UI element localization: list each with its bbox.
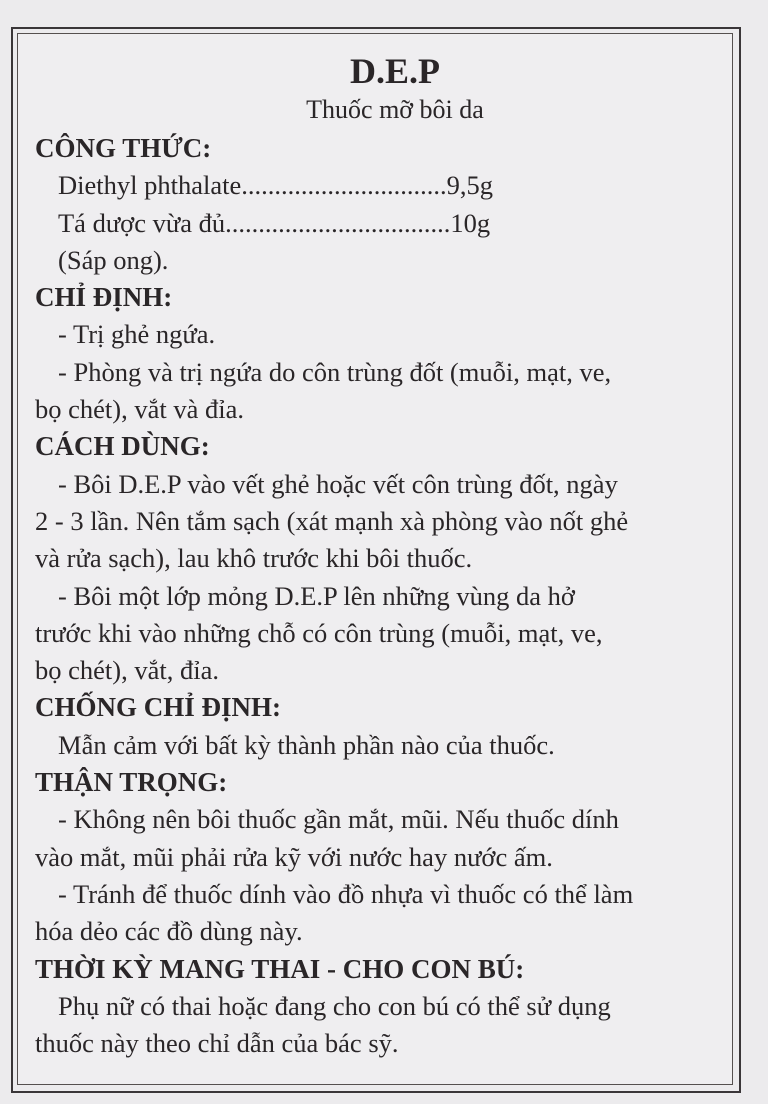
section-text-line: bọ chét), vắt, đỉa. [35,655,219,686]
section-text-line: - Bôi D.E.P vào vết ghẻ hoặc vết côn trùng đốt, ngày [58,468,618,499]
section-text-line: - Trị ghẻ ngứa. [58,319,216,350]
section-text-line: 2 - 3 lần. Nên tắm sạch (xát mạnh xà phòng vào nốt ghẻ [35,505,629,536]
section-text-line: - Tránh để thuốc dính vào đồ nhựa vì thuốc có thể làm [58,878,634,909]
section-text-line: và rửa sạch), lau khô trước khi bôi thuốc. [35,543,473,574]
section-text-line: vào mắt, mũi phải rửa kỹ với nước hay nước ấm. [35,841,553,872]
section-heading: CÁCH DÙNG: [35,431,210,462]
product-title: D.E.P [350,51,440,91]
section-text-line: Mẫn cảm với bất kỳ thành phần nào của thuốc. [58,729,555,760]
section-text-line: hóa dẻo các đồ dùng này. [35,916,303,947]
section-text-line: (Sáp ong). [58,244,169,275]
section-text-line: - Không nên bôi thuốc gần mắt, mũi. Nếu thuốc dính [58,804,619,835]
section-heading: THỜI KỲ MANG THAI - CHO CON BÚ: [35,953,525,984]
section-heading: CÔNG THỨC: [35,133,212,163]
section-text-line: Phụ nữ có thai hoặc đang cho con bú có thể sử dụng [58,990,611,1021]
leaflet-content [35,50,725,1062]
section-text-line: Diethyl phthalate...............................9,5g [58,170,493,201]
section-text-line: trước khi vào những chỗ có côn trùng (muỗi, mạt, ve, [35,617,603,648]
section-heading: CHỈ ĐỊNH: [35,282,173,313]
section-text-line: bọ chét), vắt và đỉa. [35,394,244,425]
section-text-line: - Phòng và trị ngứa do côn trùng đốt (muỗi, mạt, ve, [58,356,612,387]
section-heading: THẬN TRỌNG: [35,767,228,798]
product-subtitle: Thuốc mỡ bôi da [306,95,484,124]
section-heading: CHỐNG CHỈ ĐỊNH: [35,692,282,723]
section-text-line: thuốc này theo chỉ dẫn của bác sỹ. [35,1028,399,1059]
section-text-line: Tá dược vừa đủ..................................10g [58,207,491,238]
section-text-line: - Bôi một lớp mỏng D.E.P lên những vùng da hở [58,580,575,611]
